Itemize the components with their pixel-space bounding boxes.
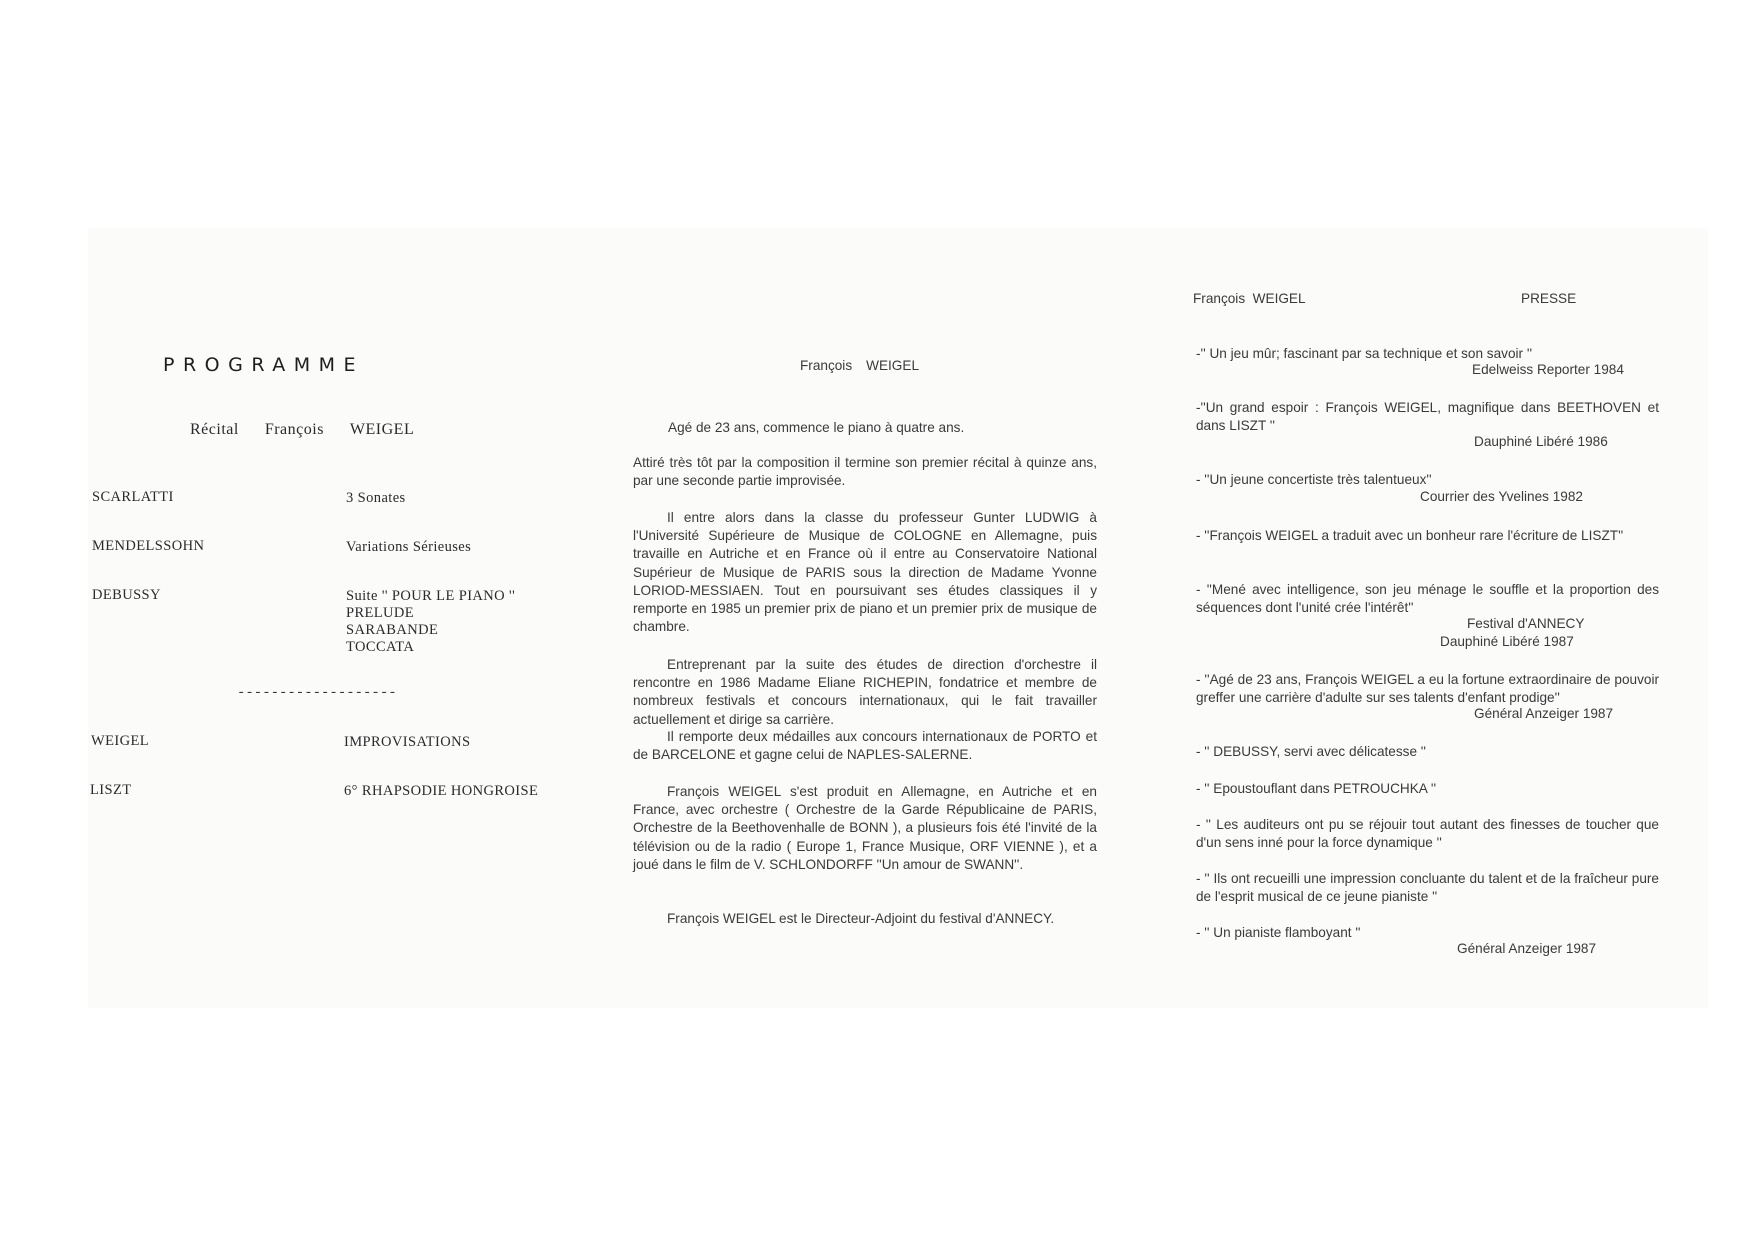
recital-word: Récital: [190, 421, 239, 438]
press-quote: - '' DEBUSSY, servi avec délicatesse '': [1196, 744, 1426, 759]
work-movement: PRELUDE: [346, 605, 415, 621]
work-title: IMPROVISATIONS: [344, 734, 471, 750]
press-quote: - ''Un jeune concertiste très talentueux'': [1196, 472, 1432, 487]
work-title: 3 Sonates: [346, 490, 406, 506]
programme-title: PROGRAMME: [163, 354, 365, 376]
press-quote: - ''Mené avec intelligence, son jeu ménage le souffle et la proportion des séquences dont l'unité crée l'intérêt'': [1196, 582, 1659, 615]
press-source: Edelweiss Reporter 1984: [1472, 362, 1624, 377]
work-movement: TOCCATA: [346, 639, 415, 655]
press-quote: - ''Agé de 23 ans, François WEIGEL a eu la fortune extraordinaire de pouvoir greffer une carrière d'adulte sur ses talents d'enfant prodige'': [1196, 672, 1659, 705]
press-quote: - '' Un pianiste flamboyant '': [1196, 925, 1361, 940]
press-source: Dauphiné Libéré 1986: [1474, 434, 1608, 449]
bio-paragraph: François WEIGEL est le Directeur-Adjoint du festival d'ANNECY.: [667, 911, 1055, 926]
bio-paragraph: Attiré très tôt par la composition il termine son premier récital à quinze ans, par une seconde partie improvisée.: [633, 455, 1097, 489]
press-heading: PRESSE: [1521, 291, 1577, 306]
press-quote: -'' Un jeu mûr; fascinant par sa technique et son savoir '': [1196, 346, 1533, 361]
composer-name: MENDELSSOHN: [92, 538, 205, 554]
bio-heading: [800, 358, 919, 373]
press-quote: - '' Les auditeurs ont pu se réjouir tout autant des finesses de toucher que d'un sens inné pour la force dynamique '': [1196, 817, 1659, 850]
composer-name: WEIGEL: [91, 733, 149, 749]
recital-lastname: WEIGEL: [349, 421, 415, 438]
programme-separator: -------------------: [237, 685, 397, 701]
bio-paragraph: Entreprenant par la suite des études de direction d'orchestre il rencontre en 1986 Madame Eliane RICHEPIN, fondatrice et membre de nombreux festivals et concours internationaux, qui le fait travailler actuellement et dirige sa carrière.: [633, 657, 1097, 727]
press-source: Festival d'ANNECY: [1467, 616, 1585, 631]
composer-name: SCARLATTI: [92, 489, 174, 505]
recital-firstname: François: [264, 421, 324, 438]
press-source: Courrier des Yvelines 1982: [1420, 489, 1583, 504]
press-quote: - ''François WEIGEL a traduit avec un bonheur rare l'écriture de LISZT'': [1196, 528, 1624, 543]
work-title: Variations Sérieuses: [346, 539, 472, 555]
work-title: Suite '' POUR LE PIANO '': [346, 588, 516, 604]
press-quote: - '' Ils ont recueilli une impression concluante du talent et de la fraîcheur pure de l'esprit musical de ce jeune pianiste '': [1196, 871, 1659, 904]
bio-heading-last: WEIGEL: [866, 358, 919, 373]
press-name: François WEIGEL: [1193, 291, 1306, 306]
recital-line: [190, 421, 440, 439]
composer-name: LISZT: [90, 782, 132, 798]
press-source: Dauphiné Libéré 1987: [1440, 634, 1574, 649]
work-title: 6° RHAPSODIE HONGROISE: [344, 783, 539, 799]
composer-name: DEBUSSY: [92, 587, 161, 603]
bio-heading-first: François: [800, 358, 853, 373]
press-quote: -''Un grand espoir : François WEIGEL, magnifique dans BEETHOVEN et dans LISZT '': [1196, 400, 1659, 433]
press-source: Général Anzeiger 1987: [1474, 706, 1614, 721]
bio-paragraph: Agé de 23 ans, commence le piano à quatre ans.: [668, 420, 965, 435]
press-source: Général Anzeiger 1987: [1457, 941, 1597, 956]
work-list: [346, 588, 515, 656]
bio-paragraph: Il entre alors dans la classe du professeur Gunter LUDWIG à l'Université Supérieure de Musique de COLOGNE en Allemagne, puis travaille en Autriche et en France où il entre au Conservatoire National Supérieur de Musique de PARIS sous la direction de Madame Yvonne LORIOD-MESSIAEN. Tout en poursuivant ses études classiques il y remporte en 1985 un premier prix de piano et un premier prix de musique de chambre.: [633, 510, 1097, 635]
press-quote: - '' Epoustouflant dans PETROUCHKA '': [1196, 781, 1437, 796]
bio-paragraph: François WEIGEL s'est produit en Allemagne, en Autriche et en France, avec orchestre ( Orchestre de la Garde Républicaine de PARIS, Orchestre de la Beethovenhalle de BONN ), a plusieurs fois été l'invité de la télévision ou de la radio ( Europe 1, France Musique, ORF VIENNE ), et a joué dans le film de V. SCHLONDORFF ''Un amour de SWANN''.: [633, 784, 1097, 872]
work-movement: SARABANDE: [346, 622, 439, 638]
bio-paragraph: Il remporte deux médailles aux concours internationaux de PORTO et de BARCELONE et gagne celui de NAPLES-SALERNE.: [633, 729, 1097, 763]
